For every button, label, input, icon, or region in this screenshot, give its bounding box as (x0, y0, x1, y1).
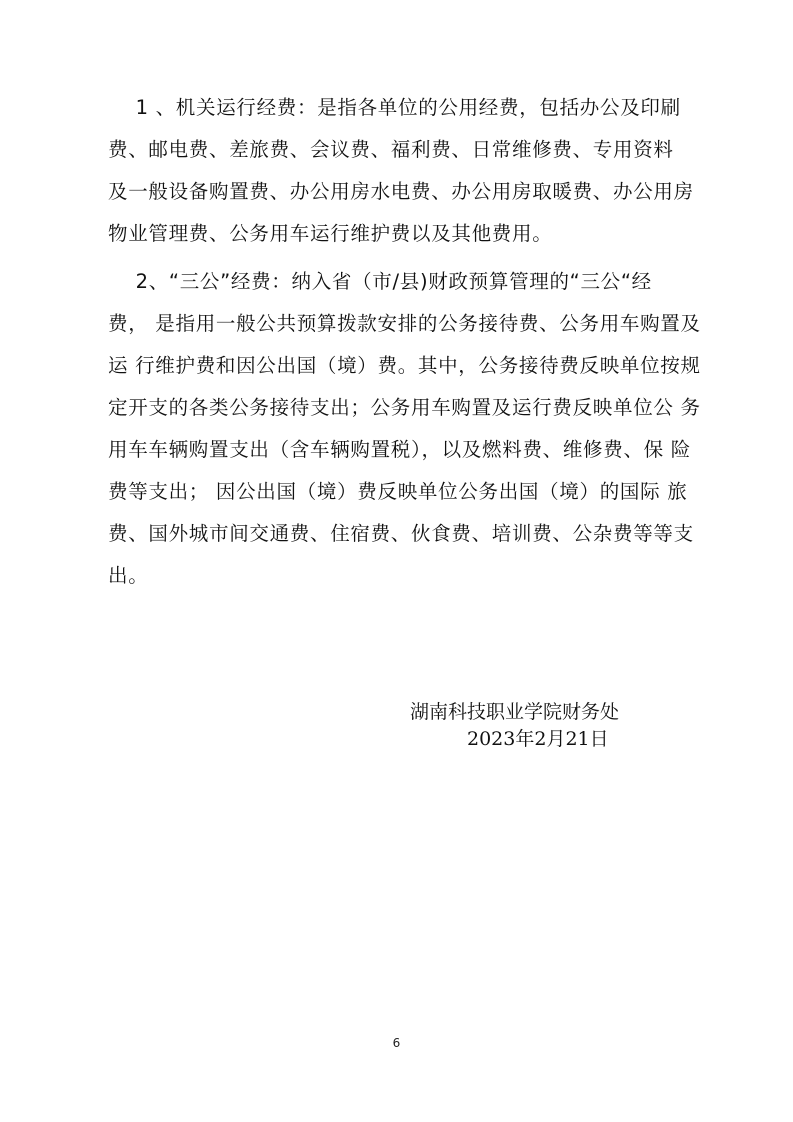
paragraph-line: 费， 是指用一般公共预算拨款安排的公务接待费、公务用车购置及 (108, 312, 701, 335)
paragraph-line: 物业管理费、公务用车运行维护费以及其他费用。 (108, 222, 553, 245)
page-number: 6 (392, 1036, 401, 1050)
paragraph-line: 运 行维护费和因公出国（境）费。其中，公务接待费反映单位按规 (108, 354, 701, 377)
paragraph-line: 费等支出； 因公出国（境）费反映单位公务出国（境）的国际 旅 (108, 480, 688, 503)
paragraph-line: 1 、机关运行经费：是指各单位的公用经费，包括办公及印刷 (108, 96, 681, 119)
paragraph-line: 费、国外城市间交通费、住宿费、伙食费、培训费、公杂费等等支 (108, 522, 694, 545)
paragraph-line: 定开支的各类公务接待支出；公务用车购置及运行费反映单位公 务 (108, 396, 701, 419)
paragraph-line: 2、“三公”经费：纳入省（市/县)财政预算管理的“三公“经 (108, 270, 652, 293)
paragraph-line: 出。 (108, 564, 149, 587)
paragraph-line: 用车车辆购置支出（含车辆购置税），以及燃料费、维修费、保 险 (108, 438, 691, 461)
signature-organization: 湖南科技职业学院财务处 (410, 701, 620, 723)
paragraph-line: 及一般设备购置费、办公用房水电费、办公用房取暖费、办公用房 (108, 180, 694, 203)
paragraph-line: 费、邮电费、差旅费、会议费、福利费、日常维修费、专用资料 (108, 138, 674, 161)
signature-date: 2023年2月21日 (467, 728, 609, 750)
